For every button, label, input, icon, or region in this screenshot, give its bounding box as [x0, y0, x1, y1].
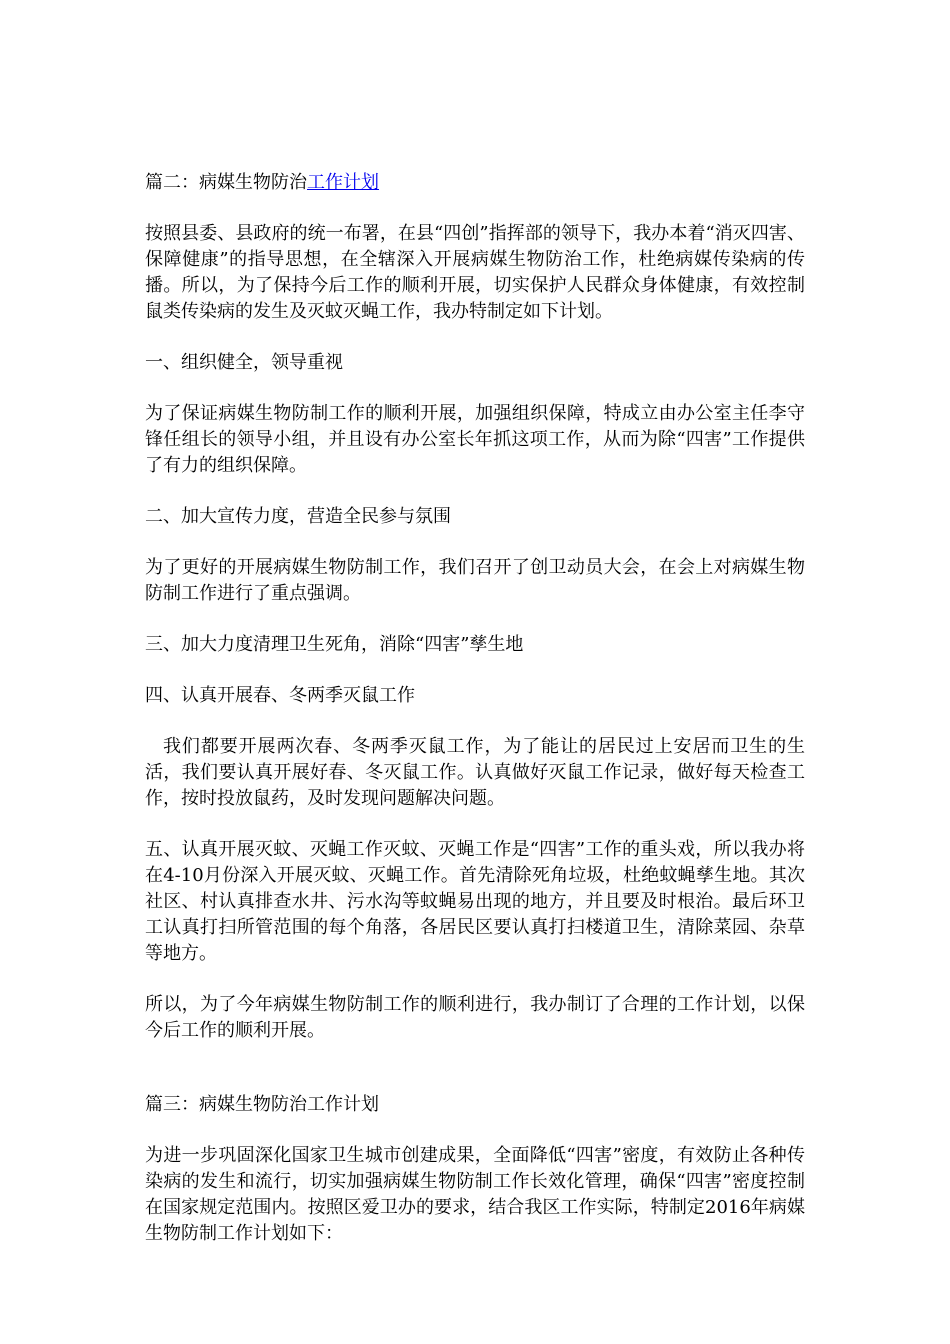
paragraph-rodent-control: 我们都要开展两次春、冬两季灭鼠工作，为了能让的居民过上安居而卫生的生活，我们要认真开展好春、冬灭鼠工作。认真做好灭鼠工作记录，做好每天检查工作，按时投放鼠药，及时发现问题解决问题。 — [145, 736, 805, 809]
section2-intro: 按照县委、县政府的统一布署，在县“四创”指挥部的领导下，我办本着“消灭四害、保障健康”的指导思想，在全辖深入开展病媒生物防治工作，杜绝病媒传染病的传播。所以，为了保持今后工作的顺利开展，切实保护人民群众身体健康，有效控制鼠类传染病的发生及灭蚊灭蝇工作，我办特制定如下计划。 — [145, 223, 805, 322]
paragraph-publicity: 为了更好的开展病媒生物防制工作，我们召开了创卫动员大会，在会上对病媒生物防制工作进行了重点强调。 — [145, 557, 805, 604]
section2-title — [145, 170, 805, 196]
heading-rodent-control: 四、认真开展春、冬两季灭鼠工作 — [145, 685, 415, 706]
paragraph-conclusion: 所以，为了今年病媒生物防制工作的顺利进行，我办制订了合理的工作计划，以保今后工作的顺利开展。 — [145, 994, 805, 1041]
heading-organization: 一、组织健全，领导重视 — [145, 352, 343, 373]
paragraph-mosquito-fly-control: 五、认真开展灭蚊、灭蝇工作灭蚊、灭蝇工作是“四害”工作的重头戏，所以我办将在4-10月份深入开展灭蚊、灭蝇工作。首先清除死角垃圾，杜绝蚊蝇孳生地。其次社区、村认真排查水井、污水沟等蚊蝇易出现的地方，并且要及时根治。最后环卫工认真打扫所管范围的每个角落，各居民区要认真打扫楼道卫生，清除菜园、杂草等地方。 — [145, 839, 805, 964]
section3-intro: 为进一步巩固深化国家卫生城市创建成果，全面降低“四害”密度，有效防止各种传染病的发生和流行，切实加强病媒生物防制工作长效化管理，确保“四害”密度控制在国家规定范围内。按照区爱卫办的要求，结合我区工作实际，特制定2016年病媒生物防制工作计划如下： — [145, 1145, 805, 1244]
heading-cleanup: 三、加大力度清理卫生死角，消除“四害”孳生地 — [145, 634, 524, 655]
section3-title: 篇三：病媒生物防治工作计划 — [145, 1094, 379, 1115]
heading-publicity: 二、加大宣传力度，营造全民参与氛围 — [145, 506, 451, 527]
work-plan-link[interactable]: 工作计划 — [307, 172, 379, 193]
paragraph-organization: 为了保证病媒生物防制工作的顺利开展，加强组织保障，特成立由办公室主任李守锋任组长的领导小组，并且设有办公室长年抓这项工作，从而为除“四害”工作提供了有力的组织保障。 — [145, 403, 805, 476]
document-page — [145, 170, 805, 1272]
section2-title-prefix: 篇二：病媒生物防治 — [145, 172, 307, 193]
